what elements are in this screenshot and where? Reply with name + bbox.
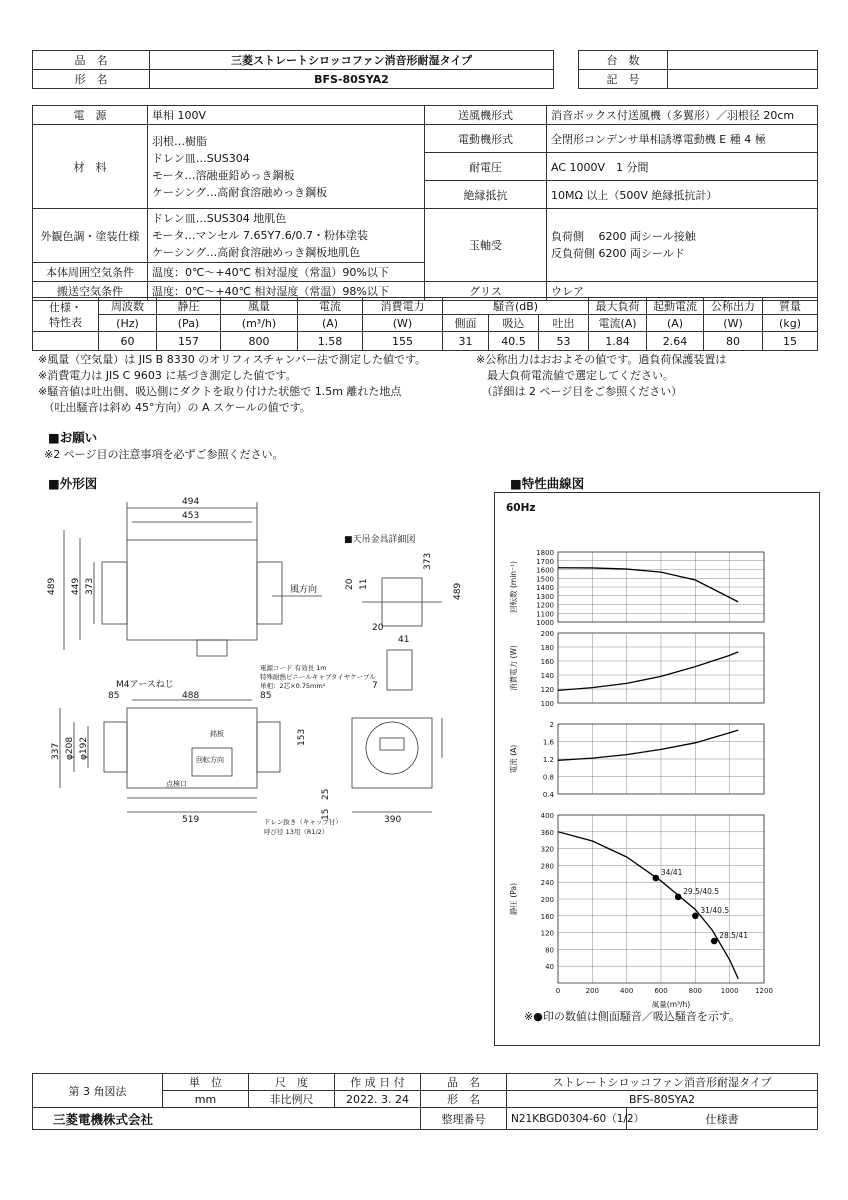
y-axis-label: 電流 (A) [509,744,518,774]
drain-line: 呼び径 13用（R1/2） [264,828,329,836]
perf-header: 質量 [763,298,818,315]
dim-mid-85a: 85 [108,691,120,701]
perf-unit: (Hz) [99,315,157,332]
detail-hanger [387,650,412,690]
y-tick-label: 140 [540,672,554,680]
y-tick-label: 0.8 [542,773,554,782]
daisu-label: 台 数 [579,51,668,70]
footer-tani-value: mm [163,1091,249,1108]
gaikan-line: モータ…マンセル 7.65Y7.6/0.7・粉体塗装 [152,229,368,242]
rotation-label: 回転方向 [196,756,224,764]
hontai-value: 温度：0℃～+40℃ 相対湿度（常温）90%以下 [148,263,425,282]
top-outlet [257,562,282,624]
gurisu-label: グリス [425,282,547,301]
chart-title: 60Hz [506,502,536,514]
footer-tani-label: 単 位 [163,1074,249,1091]
perf-blank [33,332,99,351]
perf-table [32,297,818,351]
note-line: （吐出騒音は斜め 45°方向）の A スケールの値です。 [38,401,311,414]
y-tick-label: 100 [540,700,554,708]
y-axis-label: 消費電力 (W) [509,645,518,691]
chart-note: ※●印の数値は側面騒音／吸込騒音を示す。 [524,1010,740,1023]
hontai-label: 本体周囲空気条件 [33,263,148,282]
dim-top-453: 453 [182,511,200,521]
onegai-title: ■お願い [48,430,98,445]
kigo-label: 記 号 [579,70,668,89]
dim-side: φ208 [65,736,75,760]
perf-unit: 電流(A) [589,315,647,332]
perf-value: 60 [99,332,157,351]
y-tick-label: 120 [540,686,554,694]
daisu-value [668,51,818,70]
zairyo-line: ケーシング…高耐食溶融めっき鋼板 [152,185,328,199]
footer-shakudo-label: 尺 度 [249,1074,335,1091]
perf-row-label-2: 特性表 [49,315,82,329]
perf-value: 1.84 [589,332,647,351]
detail-dim: 7 [372,681,378,691]
tamajiku-value [547,209,818,282]
note-line: ※消費電力は JIS C 9603 に基づき測定した値です。 [38,369,297,382]
outline-drawing [32,490,492,850]
tamajiku-line: 負荷側 6200 両シール接触 [551,230,696,243]
zairyo-label: 材 料 [33,125,148,209]
note-line: ※公称出力はおおよその値です。過負荷保護装置は [476,353,727,366]
y-tick-label: 200 [540,630,554,638]
zairyo-line: モータ…溶融亜鉛めっき鋼板 [152,168,295,182]
y-tick-label: 1.2 [542,756,554,764]
dim-mid-85b: 85 [260,691,272,701]
inspection-label: 点検口 [166,780,187,788]
perf-header: 消費電力 [363,298,443,315]
dim-left-373: 373 [85,577,95,595]
katamei-label: 形 名 [33,70,150,89]
footer-date-label: 作 成 日 付 [335,1074,421,1091]
dim-side: 337 [51,742,61,760]
hinmei-value: 三菱ストレートシロッコファン消音形耐湿タイプ [150,51,554,70]
taiden-label: 耐電圧 [425,153,547,181]
y-tick-label: 1000 [536,619,554,627]
dengen-label: 電 源 [33,106,148,125]
y-tick-label: 400 [540,812,554,820]
perf-value: 15 [763,332,818,351]
dim-side: 25 [321,788,331,800]
perf-unit: 吸込 [489,315,539,332]
hanso-value: 温度：0℃～+40℃ 相対湿度（常温）98%以下 [148,282,425,301]
tokusei-title: ■特性曲線図 [510,476,585,491]
gaikan-value [148,209,425,263]
taiden-value: AC 1000V 1 分間 [547,153,818,181]
dim-bottom-390: 390 [384,815,402,825]
zetsuen-value: 10MΩ 以上（500V 絶縁抵抗計） [547,181,818,209]
perf-value: 155 [363,332,443,351]
gaikan-label: 外観色調・塗装仕様 [33,209,148,263]
footer-hinmei-value: ストレートシロッコファン消音形耐湿タイプ [507,1074,818,1091]
drain-line: ドレン抜き（キャップ付） [264,818,342,826]
dengen-value: 単相 100V [148,106,425,125]
characteristic-charts [494,530,818,1010]
top-box [197,640,227,656]
series-line [558,652,738,691]
perf-unit: (A) [298,315,363,332]
data-label: 28.5/41 [719,931,748,940]
gurisu-value: ウレア [547,282,818,301]
x-tick-label: 200 [585,987,600,995]
perf-unit: 吐出 [539,315,589,332]
perf-unit: (A) [647,315,704,332]
series-line [558,568,738,602]
perf-value: 80 [704,332,763,351]
y-tick-label: 1800 [536,549,554,557]
cord-line: 単相：2芯×0.75mm² [260,682,326,690]
y-tick-label: 1300 [536,592,554,601]
footer-seiri-label: 整理番号 [421,1108,507,1130]
gaikan-line: ドレン皿…SUS304 地肌色 [152,212,287,225]
perf-value: 53 [539,332,589,351]
perf-header: 静圧 [157,298,221,315]
katamei-value: BFS-80SYA2 [150,70,554,89]
front-fan [366,722,418,774]
dim-left-449: 449 [71,577,81,595]
dim-mid-488: 488 [182,691,200,701]
hinmei-label: 品 名 [33,51,150,70]
side-outlet [257,722,280,772]
perf-header: 風量 [221,298,298,315]
footer-table [32,1073,818,1130]
gaikan-line: ケーシング…高耐食溶融めっき鋼板地肌色 [152,246,361,259]
perf-unit: (W) [363,315,443,332]
y-tick-label: 0.4 [542,791,554,799]
top-inlet [102,562,127,624]
detail-dim: 373 [423,552,433,570]
perf-value: 1.58 [298,332,363,351]
perf-unit: (Pa) [157,315,221,332]
y-tick-label: 1200 [536,601,554,610]
footer-katamei-value: BFS-80SYA2 [507,1091,818,1108]
dim-left-489: 489 [47,577,57,595]
detail-dim: 11 [359,578,369,590]
dim-side: 15 [321,808,331,820]
kigo-value [668,70,818,89]
perf-row-label [33,298,99,332]
zairyo-line: 羽根…樹脂 [152,134,207,148]
tamajiku-line: 反負荷側 6200 両シールド [551,247,685,260]
detail-dim: 489 [453,582,463,600]
note-line: （詳細は 2 ページ目をご参照ください） [476,385,683,398]
dim-top-494: 494 [182,497,200,507]
dim-bottom-519: 519 [182,815,200,825]
perf-value: 40.5 [489,332,539,351]
x-tick-label: 800 [688,987,703,995]
perf-header: 公称出力 [704,298,763,315]
perf-header: 最大負荷 [589,298,647,315]
y-tick-label: 160 [540,658,554,666]
plate-label: 銘板 [210,730,224,738]
footer-company: 三菱電機株式会社 [33,1108,421,1130]
y-tick-label: 2 [549,721,554,729]
x-tick-label: 1200 [755,987,773,995]
y-tick-label: 160 [540,912,554,921]
perf-unit: (kg) [763,315,818,332]
dim-side: φ192 [79,736,89,760]
cord-line: 電源コード 有効長 1m [260,664,327,672]
spec-table [32,105,818,301]
header-table [32,50,554,89]
footer-doctype: 仕様書 [627,1108,818,1130]
zetsuen-label: 絶縁抵抗 [425,181,547,209]
perf-header: 騒音(dB) [443,298,589,315]
y-tick-label: 1500 [536,575,554,584]
y-tick-label: 120 [540,929,554,938]
detail-dim: 41 [398,635,410,645]
dendoki-value: 全閉形コンデンサ単相誘導電動機 E 種 4 極 [547,125,818,153]
y-tick-label: 320 [540,845,554,854]
perf-header: 電流 [298,298,363,315]
y-tick-label: 80 [545,946,554,955]
note-line: ※風量（空気量）は JIS B 8330 のオリフィスチャンバー法で測定した値です。 [38,353,427,366]
dim-side: 153 [297,728,307,746]
data-label: 31/40.5 [700,905,730,915]
footer-shakudo-value: 非比例尺 [249,1091,335,1108]
y-axis-label: 静圧 (Pa) [509,882,518,916]
x-tick-label: 400 [619,987,634,995]
airflow-label: 風方向 [290,585,318,595]
footer-hou: 第 3 角図法 [33,1074,163,1108]
perf-header: 起動電流 [647,298,704,315]
sofuki-label: 送風機形式 [425,106,547,125]
tamajiku-label: 玉軸受 [425,209,547,282]
x-tick-label: 1000 [720,987,739,995]
data-label: 29.5/40.5 [683,886,720,896]
perf-unit: (W) [704,315,763,332]
perf-header: 周波数 [99,298,157,315]
y-tick-label: 360 [540,828,554,837]
data-point [711,938,718,945]
y-tick-label: 1100 [536,610,554,619]
y-axis-label: 回転数 (min⁻¹) [509,561,518,613]
y-tick-label: 280 [540,862,554,871]
perf-unit: 側面 [443,315,489,332]
detail-dim: 20 [372,623,384,633]
earth-label: M4アースねじ [116,680,174,690]
x-tick-label: 600 [654,987,668,995]
y-tick-label: 200 [540,896,554,904]
series-line [558,730,738,760]
y-tick-label: 1.6 [542,738,554,747]
perf-unit: (m³/h) [221,315,298,332]
notes-left [38,352,478,416]
footer-date-value: 2022. 3. 24 [335,1091,421,1108]
footer-katamei-label: 形 名 [421,1091,507,1108]
y-tick-label: 1600 [536,566,554,575]
perf-value: 2.64 [647,332,704,351]
zairyo-value [148,125,425,209]
gaikei-title: ■外形図 [48,476,98,491]
onegai-text: ※2 ページ目の注意事項を必ずご参照ください。 [44,448,284,461]
sofuki-value: 消音ボックス付送風機（多翼形）／羽根径 20cm [547,106,818,125]
footer-seiri-value: N21KBGD0304-60（1/2） [507,1108,627,1130]
side-inlet [104,722,127,772]
front-body [352,718,432,788]
top-body [127,540,257,640]
perf-row-label-1: 仕様・ [49,300,82,314]
count-table [578,50,818,89]
zairyo-line: ドレン皿…SUS304 [152,151,250,165]
data-point [692,913,699,920]
x-tick-label: 0 [555,987,561,995]
cord-line: 特殊耐熱ビニールキャブタイヤケーブル [260,673,376,681]
notes-right [476,352,816,400]
y-tick-label: 1700 [536,557,554,566]
data-point [653,875,660,882]
data-label: 34/41 [660,868,683,877]
note-line: ※騒音値は吐出側、吸込側にダクトを取り付けた状態で 1.5m 離れた地点 [38,385,402,398]
perf-value: 157 [157,332,221,351]
detail-dim: 20 [345,578,355,590]
footer-hinmei-label: 品 名 [421,1074,507,1091]
dendoki-label: 電動機形式 [425,125,547,153]
perf-value: 800 [221,332,298,351]
y-tick-label: 240 [540,879,554,888]
y-tick-label: 180 [540,644,554,652]
x-axis-label: 風量(m³/h) [651,1000,691,1009]
data-point [675,894,682,901]
y-tick-label: 40 [545,963,554,972]
detail-title: ■天吊金具詳細図 [344,535,416,545]
note-line: 最大負荷電流値で選定してください。 [476,369,674,382]
y-tick-label: 1400 [536,584,554,592]
perf-value: 31 [443,332,489,351]
hanso-label: 搬送空気条件 [33,282,148,301]
